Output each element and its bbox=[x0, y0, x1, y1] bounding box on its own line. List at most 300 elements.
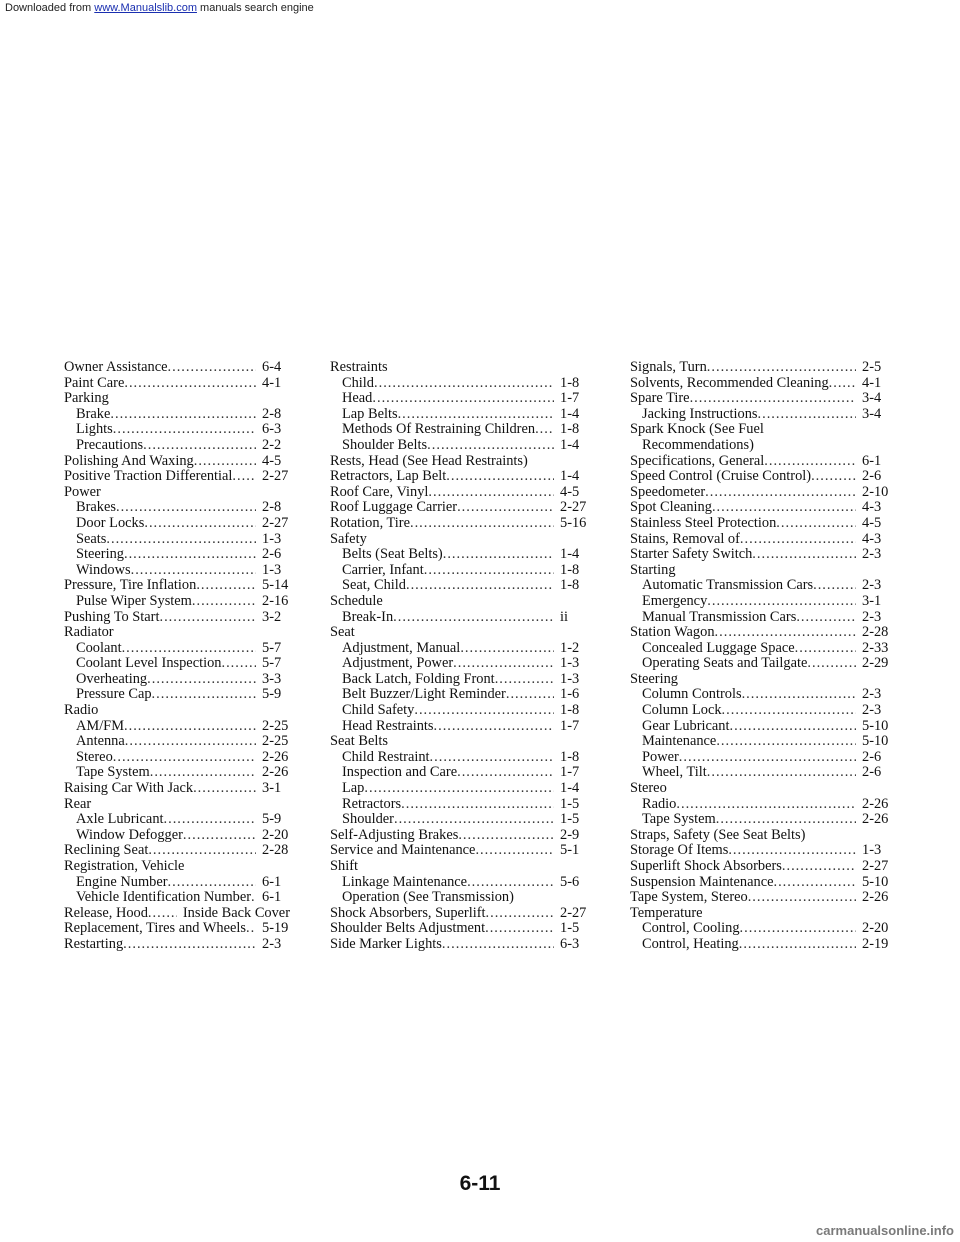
index-entry-label: Control, Heating bbox=[642, 935, 739, 952]
index-entry-page: Inside Back Cover bbox=[182, 904, 290, 921]
dot-leader bbox=[443, 547, 554, 563]
index-entry-label: Starting bbox=[630, 561, 676, 578]
index-entry-label: Adjustment, Power bbox=[342, 655, 454, 672]
index-entry bbox=[630, 719, 890, 735]
index-entry bbox=[64, 921, 290, 937]
index-entry-label: Axle Lubricant bbox=[76, 811, 164, 828]
index-entry-label: Coolant bbox=[76, 639, 122, 656]
dot-leader bbox=[730, 719, 857, 735]
dot-leader bbox=[707, 765, 856, 781]
dot-leader bbox=[401, 797, 554, 813]
index-entry-label: Steering bbox=[76, 546, 124, 563]
index-entry bbox=[330, 765, 588, 781]
index-entry-label: Recommendations) bbox=[642, 436, 754, 453]
dot-leader bbox=[148, 906, 177, 922]
dot-leader bbox=[782, 859, 856, 875]
index-entry-label: Power bbox=[64, 483, 101, 500]
index-entry-label: Restarting bbox=[64, 935, 124, 952]
index-entry bbox=[330, 376, 588, 392]
index-entry-page: 2-8 bbox=[262, 405, 282, 422]
index-entry-page: 1-4 bbox=[560, 405, 580, 422]
index-entry-page: 1-7 bbox=[560, 764, 580, 781]
index-entry bbox=[330, 547, 588, 563]
index-entry bbox=[330, 859, 588, 875]
index-entry-label: AM/FM bbox=[76, 717, 124, 734]
dot-leader bbox=[764, 454, 856, 470]
index-entry-label: Solvents, Recommended Cleaning bbox=[630, 374, 829, 391]
dot-leader bbox=[813, 578, 856, 594]
index-entry-label: Side Marker Lights bbox=[330, 935, 442, 952]
index-entry bbox=[64, 843, 290, 859]
index-entry-label: Child bbox=[342, 374, 374, 391]
index-entry-label: Column Controls bbox=[642, 686, 742, 703]
dot-leader bbox=[748, 890, 856, 906]
dot-leader bbox=[446, 469, 554, 485]
dot-leader bbox=[829, 376, 856, 392]
index-entry-label: Speed Control (Cruise Control) bbox=[630, 468, 812, 485]
index-entry bbox=[64, 906, 290, 922]
dot-leader bbox=[690, 391, 856, 407]
index-entry-label: Tape System, Stereo bbox=[630, 889, 748, 906]
index-entry-label: Release, Hood bbox=[64, 904, 148, 921]
index-entry-page: 3-4 bbox=[862, 405, 882, 422]
index-entry bbox=[630, 376, 890, 392]
index-entry bbox=[64, 672, 290, 688]
index-entry-page: 2-3 bbox=[862, 686, 882, 703]
index-entry bbox=[330, 391, 588, 407]
dot-leader bbox=[159, 610, 256, 626]
page-number: 6-11 bbox=[459, 1172, 501, 1195]
index-entry bbox=[630, 843, 890, 859]
index-entry bbox=[630, 469, 890, 485]
index-entry-page: 4-3 bbox=[862, 499, 882, 516]
index-entry-page: 4-3 bbox=[862, 530, 882, 547]
index-entry-page: 1-3 bbox=[262, 561, 282, 578]
index-entry-page: 1-7 bbox=[560, 717, 580, 734]
dot-leader bbox=[739, 937, 856, 953]
index-entry-page: 1-5 bbox=[560, 795, 580, 812]
index-column-left bbox=[64, 360, 290, 953]
dot-leader bbox=[811, 469, 856, 485]
index-entry-label: Precautions bbox=[76, 436, 144, 453]
index-entry bbox=[630, 563, 890, 579]
index-entry-label: Owner Assistance bbox=[64, 359, 168, 375]
dot-leader bbox=[506, 687, 554, 703]
dot-leader bbox=[475, 843, 554, 859]
index-entry bbox=[630, 703, 890, 719]
dot-leader bbox=[457, 500, 554, 516]
index-entry-page: 5-10 bbox=[862, 733, 889, 750]
index-entry bbox=[64, 687, 290, 703]
dot-leader bbox=[124, 547, 256, 563]
dot-leader bbox=[424, 563, 554, 579]
index-entry-label: Wheel, Tilt bbox=[642, 764, 707, 781]
dot-leader bbox=[150, 765, 256, 781]
index-entry bbox=[64, 875, 290, 891]
index-entry-page: 1-8 bbox=[560, 561, 580, 578]
dot-leader bbox=[183, 828, 256, 844]
index-entry-page: 1-5 bbox=[560, 811, 580, 828]
index-entry-label: Starter Safety Switch bbox=[630, 546, 753, 563]
index-entry-label: Belts (Seat Belts) bbox=[342, 546, 443, 563]
manualslib-link[interactable]: www.Manualslib.com bbox=[94, 2, 197, 14]
index-entry-page: 1-4 bbox=[560, 780, 580, 797]
index-entry-page: 1-8 bbox=[560, 702, 580, 719]
dot-leader bbox=[414, 703, 554, 719]
index-entry-label: Positive Traction Differential bbox=[64, 468, 233, 485]
index-entry bbox=[64, 594, 290, 610]
index-entry-page: 5-7 bbox=[262, 639, 282, 656]
index-entry-page: 6-4 bbox=[262, 359, 282, 375]
index-entry-label: Window Defogger bbox=[76, 826, 183, 843]
index-entry-label: Registration, Vehicle bbox=[64, 858, 185, 874]
index-entry-page: 4-5 bbox=[862, 514, 882, 531]
index-entry bbox=[630, 610, 890, 626]
dot-leader bbox=[712, 500, 856, 516]
dot-leader bbox=[796, 610, 856, 626]
index-entry-label: Overheating bbox=[76, 670, 148, 687]
index-entry-page: 2-3 bbox=[862, 546, 882, 563]
index-entry-page: 5-10 bbox=[862, 873, 889, 890]
index-entry-label: Temperature bbox=[630, 904, 703, 921]
index-entry-label: Superlift Shock Absorbers bbox=[630, 858, 782, 874]
index-entry-label: Station Wagon bbox=[630, 624, 715, 641]
index-entry-label: Stereo bbox=[630, 780, 667, 797]
dot-leader bbox=[194, 454, 256, 470]
index-entry-label: Specifications, General bbox=[630, 452, 765, 469]
index-entry-page: 6-3 bbox=[560, 935, 580, 952]
index-entry bbox=[64, 422, 290, 438]
index-entry-page: 2-27 bbox=[262, 514, 289, 531]
dot-leader bbox=[406, 578, 554, 594]
index-entry bbox=[330, 734, 588, 750]
index-entry-label: Schedule bbox=[330, 592, 383, 609]
dot-leader bbox=[428, 485, 554, 501]
index-entry-page: 5-10 bbox=[862, 717, 889, 734]
index-entry bbox=[630, 360, 890, 376]
dot-leader bbox=[679, 750, 856, 766]
index-entry bbox=[330, 719, 588, 735]
dot-leader bbox=[122, 641, 256, 657]
index-entry-label: Speedometer bbox=[630, 483, 706, 500]
index-entry bbox=[330, 516, 588, 532]
dot-leader bbox=[453, 656, 554, 672]
index-entry bbox=[330, 438, 588, 454]
dot-leader bbox=[434, 719, 554, 735]
index-entry-label: Replacement, Tires and Wheels bbox=[64, 920, 246, 937]
dot-leader bbox=[535, 422, 554, 438]
dot-leader bbox=[148, 843, 256, 859]
index-entry bbox=[330, 781, 588, 797]
index-entry-label: Vehicle Identification Number bbox=[76, 889, 252, 906]
index-entry-page: 6-1 bbox=[862, 452, 882, 469]
index-entry bbox=[630, 532, 890, 548]
index-entry-page: 2-5 bbox=[862, 359, 882, 375]
index-entry-label: Emergency bbox=[642, 592, 708, 609]
index-entry-label: Storage Of Items bbox=[630, 842, 729, 859]
index-entry bbox=[630, 407, 890, 423]
dot-leader bbox=[113, 750, 256, 766]
index-entry-page: 2-27 bbox=[262, 468, 289, 485]
index-entry bbox=[630, 454, 890, 470]
index-entry bbox=[330, 610, 588, 626]
index-entry-label: Spark Knock (See Fuel bbox=[630, 421, 764, 438]
index-entry-page: 2-26 bbox=[862, 889, 889, 906]
index-entry-page: 2-3 bbox=[262, 935, 282, 952]
dot-leader bbox=[110, 407, 256, 423]
index-entry-page: 2-20 bbox=[262, 826, 289, 843]
dot-leader bbox=[705, 485, 856, 501]
dot-leader bbox=[106, 532, 256, 548]
dot-leader bbox=[124, 719, 256, 735]
index-entry bbox=[64, 438, 290, 454]
dot-leader bbox=[152, 687, 256, 703]
index-entry-page: 2-33 bbox=[862, 639, 889, 656]
index-entry bbox=[330, 703, 588, 719]
index-entry bbox=[330, 500, 588, 516]
index-entry-label: Retractors bbox=[342, 795, 402, 812]
index-entry bbox=[64, 391, 290, 407]
index-entry bbox=[64, 407, 290, 423]
index-entry bbox=[330, 656, 588, 672]
dot-leader bbox=[430, 750, 554, 766]
index-entry bbox=[630, 937, 890, 953]
index-entry-page: 2-27 bbox=[862, 858, 889, 874]
index-entry-label: Coolant Level Inspection bbox=[76, 655, 222, 672]
index-entry-page: 3-3 bbox=[262, 670, 282, 687]
index-entry-label: Child Restraint bbox=[342, 748, 430, 765]
index-entry-label: Self-Adjusting Brakes bbox=[330, 826, 459, 843]
index-entry-page: 3-4 bbox=[862, 390, 882, 407]
index-entry-label: Parking bbox=[64, 390, 109, 407]
index-entry bbox=[64, 563, 290, 579]
index-entry-page: 1-8 bbox=[560, 748, 580, 765]
index-entry-label: Shock Absorbers, Superlift bbox=[330, 904, 486, 921]
index-entry-page: 2-28 bbox=[862, 624, 889, 641]
dot-leader bbox=[676, 797, 856, 813]
index-entry-page: 2-3 bbox=[862, 608, 882, 625]
index-entry-page: 6-1 bbox=[262, 873, 282, 890]
index-entry bbox=[630, 391, 890, 407]
index-entry-label: Reclining Seat bbox=[64, 842, 149, 859]
index-entry bbox=[330, 812, 588, 828]
index-entry bbox=[64, 500, 290, 516]
index-entry-label: Linkage Maintenance bbox=[342, 873, 468, 890]
index-entry-label: Signals, Turn bbox=[630, 359, 707, 375]
dot-leader bbox=[232, 469, 256, 485]
index-entry bbox=[630, 625, 890, 641]
dot-leader bbox=[442, 937, 554, 953]
index-entry-label: Pushing To Start bbox=[64, 608, 160, 625]
dot-leader bbox=[164, 812, 256, 828]
index-entry-label: Seat Belts bbox=[330, 733, 388, 750]
index-entry-page: 2-16 bbox=[262, 592, 289, 609]
index-entry bbox=[64, 516, 290, 532]
dot-leader bbox=[144, 516, 256, 532]
dot-leader bbox=[116, 500, 256, 516]
index-entry-page: 4-5 bbox=[560, 483, 580, 500]
index-entry bbox=[330, 563, 588, 579]
dot-leader bbox=[124, 376, 256, 392]
index-entry-label: Break-In bbox=[342, 608, 394, 625]
index-entry bbox=[630, 797, 890, 813]
index-entry-page: 2-6 bbox=[862, 748, 882, 765]
index-entry bbox=[630, 656, 890, 672]
index-entry bbox=[64, 703, 290, 719]
index-entry-page: 1-3 bbox=[862, 842, 882, 859]
index-entry bbox=[630, 890, 890, 906]
index-entry bbox=[64, 750, 290, 766]
dot-leader bbox=[192, 594, 256, 610]
index-entry-label: Gear Lubricant bbox=[642, 717, 730, 734]
index-entry-page: 2-19 bbox=[862, 935, 889, 952]
dot-leader bbox=[457, 765, 554, 781]
index-entry-label: Head Restraints bbox=[342, 717, 434, 734]
dot-leader bbox=[707, 594, 856, 610]
index-entry bbox=[330, 360, 588, 376]
index-entry-label: Automatic Transmission Cars bbox=[642, 577, 814, 594]
dot-leader bbox=[374, 376, 554, 392]
index-entry bbox=[64, 765, 290, 781]
index-entry-label: Lights bbox=[76, 421, 113, 438]
index-entry-label: Methods Of Restraining Children bbox=[342, 421, 536, 438]
index-entry bbox=[64, 828, 290, 844]
index-entry-label: Column Lock bbox=[642, 702, 722, 719]
index-entry-page: 2-27 bbox=[560, 499, 587, 516]
dot-leader bbox=[715, 625, 856, 641]
index-entry bbox=[630, 734, 890, 750]
index-entry bbox=[64, 781, 290, 797]
index-entry-label: Restraints bbox=[330, 359, 388, 375]
index-entry-label: Paint Care bbox=[64, 374, 125, 391]
index-entry-label: Brake bbox=[76, 405, 111, 422]
dot-leader bbox=[372, 391, 554, 407]
index-entry bbox=[330, 532, 588, 548]
index-entry bbox=[64, 641, 290, 657]
index-entry-label: Tape System bbox=[76, 764, 150, 781]
index-entry bbox=[330, 454, 588, 470]
dot-leader bbox=[393, 610, 554, 626]
index-entry-page: 1-5 bbox=[560, 920, 580, 937]
index-column-right bbox=[630, 360, 890, 953]
index-entry-page: 2-2 bbox=[262, 436, 282, 453]
dot-leader bbox=[752, 547, 856, 563]
index-entry-page: 2-10 bbox=[862, 483, 889, 500]
index-entry-page: 5-7 bbox=[262, 655, 282, 672]
index-entry bbox=[630, 422, 890, 438]
index-entry bbox=[330, 641, 588, 657]
dot-leader bbox=[394, 812, 554, 828]
index-entry-label: Steering bbox=[630, 670, 678, 687]
index-entry-label: Roof Luggage Carrier bbox=[330, 499, 458, 516]
index-entry-page: 2-26 bbox=[862, 795, 889, 812]
index-entry-label: Pressure, Tire Inflation bbox=[64, 577, 197, 594]
dot-leader bbox=[168, 875, 256, 891]
index-entry-page: 5-19 bbox=[262, 920, 289, 937]
index-entry-page: 2-26 bbox=[262, 764, 289, 781]
index-entry-label: Rests, Head (See Head Restraints) bbox=[330, 452, 528, 469]
index-entry bbox=[630, 594, 890, 610]
index-entry bbox=[330, 750, 588, 766]
dot-leader bbox=[113, 422, 256, 438]
index-entry-label: Windows bbox=[76, 561, 131, 578]
index-entry bbox=[330, 890, 588, 906]
index-entry-label: Shoulder Belts bbox=[342, 436, 428, 453]
index-entry bbox=[630, 485, 890, 501]
dot-leader bbox=[193, 781, 256, 797]
index-entry-page: 2-9 bbox=[560, 826, 580, 843]
dot-leader bbox=[196, 578, 256, 594]
index-column-middle bbox=[330, 360, 588, 953]
index-entry-label: Radiator bbox=[64, 624, 114, 641]
index-entry bbox=[630, 500, 890, 516]
index-entry-page: 2-3 bbox=[862, 702, 882, 719]
index-entry-page: 2-6 bbox=[262, 546, 282, 563]
index-entry-page: 1-3 bbox=[262, 530, 282, 547]
index-entry-page: 5-9 bbox=[262, 686, 282, 703]
index-entry bbox=[630, 547, 890, 563]
dot-leader bbox=[716, 812, 856, 828]
index-entry-page: 2-6 bbox=[862, 468, 882, 485]
dot-leader bbox=[143, 438, 256, 454]
dot-leader bbox=[410, 516, 554, 532]
dot-leader bbox=[773, 875, 856, 891]
index-entry-page: 1-3 bbox=[560, 670, 580, 687]
index-entry-page: 2-20 bbox=[862, 920, 889, 937]
index-entry bbox=[64, 797, 290, 813]
index-entry bbox=[330, 422, 588, 438]
index-entry-label: Operation (See Transmission) bbox=[342, 889, 514, 906]
index-entry-page: 1-8 bbox=[560, 577, 580, 594]
index-entry-label: Safety bbox=[330, 530, 367, 547]
index-entry-page: 5-6 bbox=[560, 873, 580, 890]
index-entry-page: 6-3 bbox=[262, 421, 282, 438]
index-entry-page: 2-29 bbox=[862, 655, 889, 672]
index-entry-label: Maintenance bbox=[642, 733, 717, 750]
index-entry-label: Seats bbox=[76, 530, 107, 547]
index-entry-label: Tape System bbox=[642, 811, 716, 828]
index-entry bbox=[630, 828, 890, 844]
index-entry-label: Rotation, Tire bbox=[330, 514, 410, 531]
index-entry bbox=[630, 516, 890, 532]
index-entry bbox=[630, 438, 890, 454]
dot-leader bbox=[460, 641, 554, 657]
index-entry bbox=[64, 532, 290, 548]
index-entry bbox=[630, 921, 890, 937]
index-entry-label: Control, Cooling bbox=[642, 920, 740, 937]
index-entry bbox=[64, 812, 290, 828]
index-entry-page: 1-2 bbox=[560, 639, 580, 656]
index-entry-page: 2-28 bbox=[262, 842, 289, 859]
header-suffix: manuals search engine bbox=[200, 2, 314, 14]
index-entry bbox=[630, 750, 890, 766]
index-entry-page: 1-3 bbox=[560, 655, 580, 672]
index-entry bbox=[630, 687, 890, 703]
index-entry-label: Shoulder Belts Adjustment bbox=[330, 920, 486, 937]
dot-leader bbox=[707, 360, 856, 376]
index-entry bbox=[330, 469, 588, 485]
index-entry bbox=[64, 610, 290, 626]
index-entry-label: Shift bbox=[330, 858, 358, 874]
index-entry-page: 1-7 bbox=[560, 390, 580, 407]
index-entry-page: 5-14 bbox=[262, 577, 289, 594]
dot-leader bbox=[398, 407, 554, 423]
index-entry-label: Carrier, Infant bbox=[342, 561, 424, 578]
index-entry-page: 4-5 bbox=[262, 452, 282, 469]
index-entry-page: 5-9 bbox=[262, 811, 282, 828]
dot-leader bbox=[246, 921, 256, 937]
index-entry bbox=[64, 376, 290, 392]
